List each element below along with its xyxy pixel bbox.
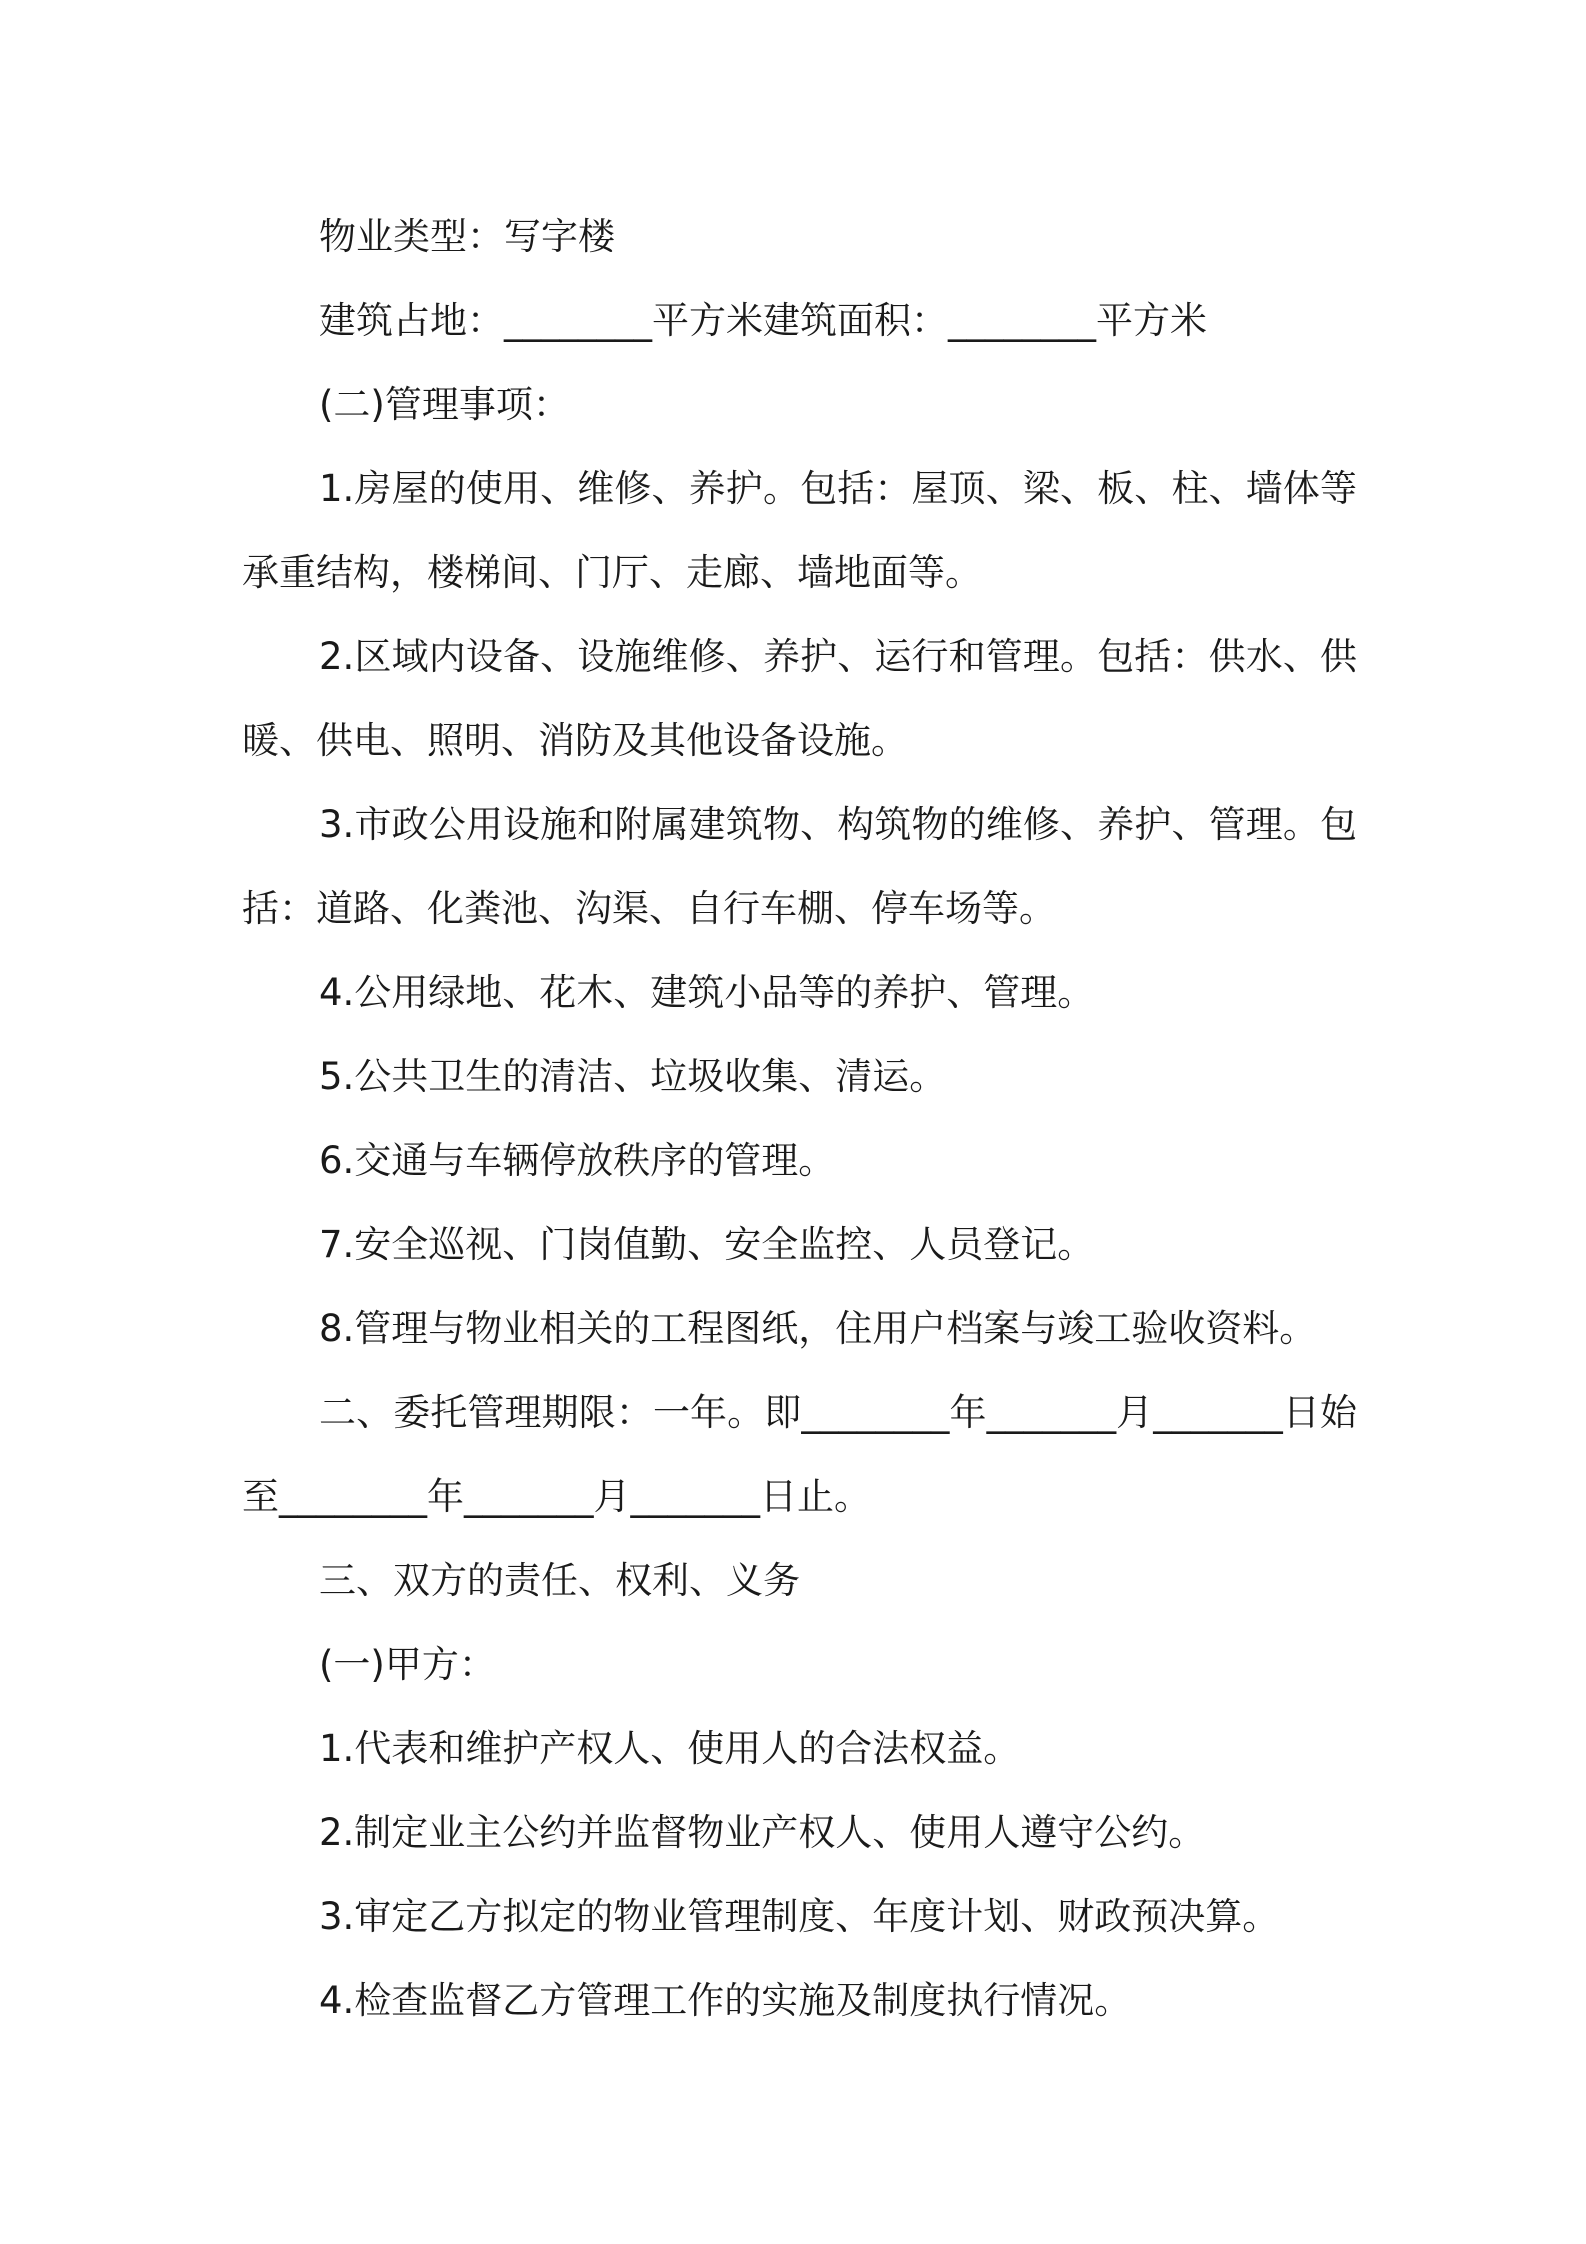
- management-item-7: 7.安全巡视、门岗值勤、安全监控、人员登记。: [319, 1223, 1095, 1266]
- management-item-1: 1.房屋的使用、维修、养护。包括：屋顶、梁、板、柱、墙体等承重结构，楼梯间、门厅、走廊、墙地面等。: [242, 467, 1357, 594]
- management-item-3: 3.市政公用设施和附属建筑物、构筑物的维修、养护、管理。包括：道路、化粪池、沟渠、自行车棚、停车场等。: [242, 803, 1357, 930]
- management-item-2: 2.区域内设备、设施维修、养护、运行和管理。包括：供水、供暖、供电、照明、消防及其他设备设施。: [242, 635, 1357, 762]
- party-a-item-3: 3.审定乙方拟定的物业管理制度、年度计划、财政预决算。: [319, 1895, 1280, 1938]
- document-body: [242, 195, 1357, 2043]
- property-type-line: 物业类型：写字楼: [319, 215, 615, 258]
- party-a-item-2: 2.制定业主公约并监督物业产权人、使用人遵守公约。: [319, 1811, 1206, 1854]
- section-heading-party-a: (一)甲方：: [319, 1643, 496, 1686]
- party-a-item-4: 4.检查监督乙方管理工作的实施及制度执行情况。: [319, 1979, 1132, 2022]
- management-item-6: 6.交通与车辆停放秩序的管理。: [319, 1139, 836, 1182]
- section-heading-management-items: (二)管理事项：: [319, 383, 570, 426]
- entrustment-period-line: 二、委托管理期限：一年。即________年_______月_______日始至________年_______月_______日止。: [242, 1391, 1357, 1518]
- management-item-8: 8.管理与物业相关的工程图纸，住用户档案与竣工验收资料。: [319, 1307, 1317, 1350]
- party-a-item-1: 1.代表和维护产权人、使用人的合法权益。: [319, 1727, 1021, 1770]
- management-item-4: 4.公用绿地、花木、建筑小品等的养护、管理。: [319, 971, 1095, 1014]
- section-heading-responsibilities: 三、双方的责任、权利、义务: [319, 1559, 800, 1602]
- management-item-5: 5.公共卫生的清洁、垃圾收集、清运。: [319, 1055, 947, 1098]
- building-area-line: 建筑占地：________平方米建筑面积：________平方米: [319, 299, 1207, 342]
